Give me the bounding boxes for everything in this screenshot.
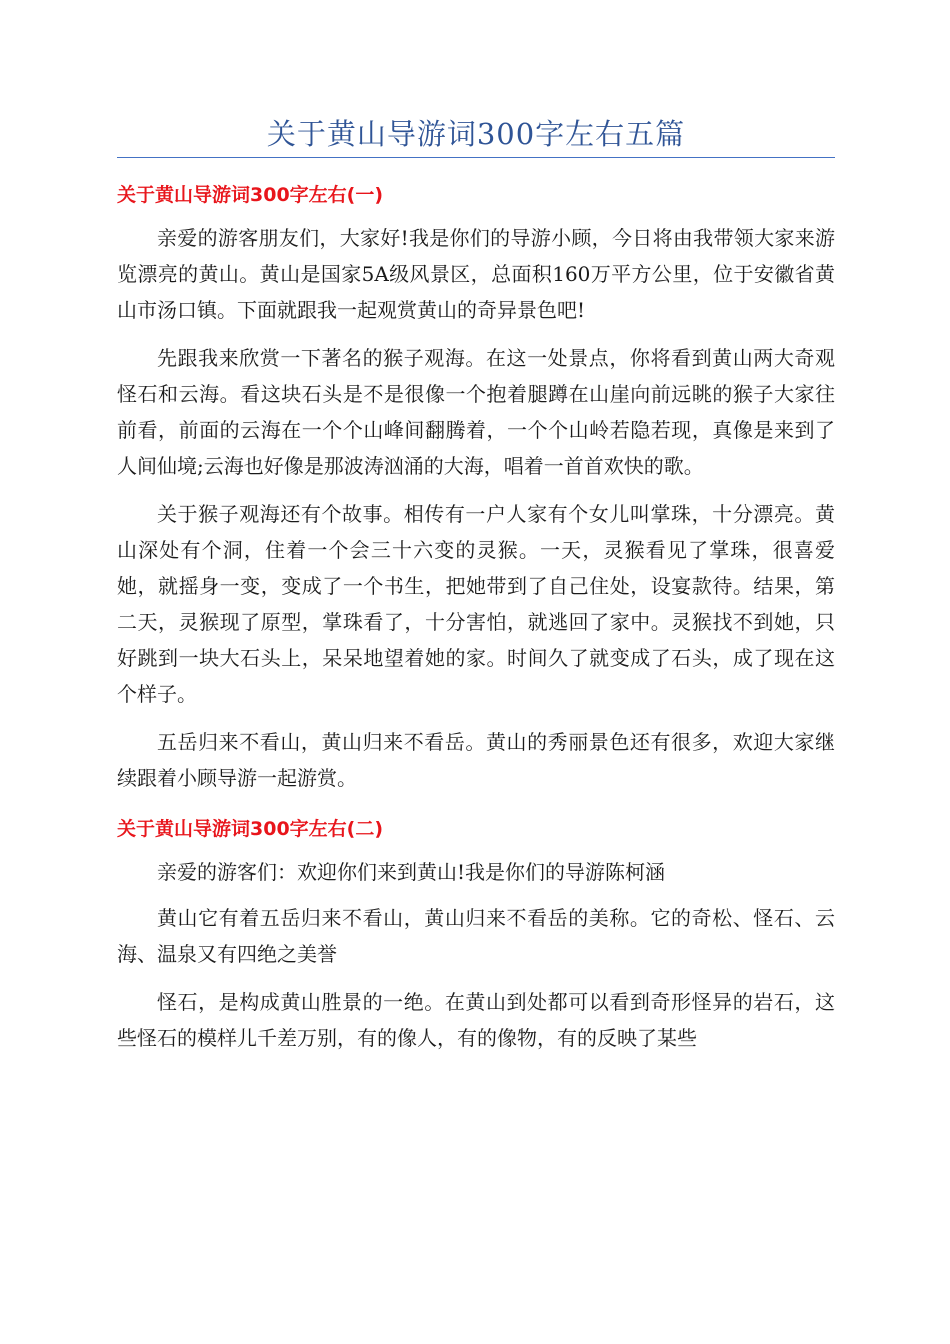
section-1-paragraph-3: 关于猴子观海还有个故事。相传有一户人家有个女儿叫掌珠，十分漂亮。黄山深处有个洞，住着一个会三十六变的灵猴。一天，灵猴看见了掌珠，很喜爱她，就摇身一变，变成了一个书生，把她带到了自己住处，设宴款待。结果，第二天，灵猴现了原型，掌珠看了，十分害怕，就逃回了家中。灵猴找不到她，只好跳到一块大石头上，呆呆地望着她的家。时间久了就变成了石头，成了现在这个样子。 bbox=[117, 502, 835, 706]
document-page bbox=[117, 112, 835, 1056]
section-1-paragraph-4: 五岳归来不看山，黄山归来不看岳。黄山的秀丽景色还有很多，欢迎大家继续跟着小顾导游一起游赏。 bbox=[117, 730, 835, 790]
section-heading-2: 关于黄山导游词300字左右(二) bbox=[117, 818, 384, 840]
section-heading-1: 关于黄山导游词300字左右(一) bbox=[117, 184, 384, 206]
section-2-paragraph-3: 怪石，是构成黄山胜景的一绝。在黄山到处都可以看到奇形怪异的岩石，这些怪石的模样儿千差万别，有的像人，有的像物，有的反映了某些 bbox=[117, 990, 835, 1050]
document-title: 关于黄山导游词300字左右五篇 bbox=[266, 117, 686, 151]
section-2-paragraph-2: 黄山它有着五岳归来不看山，黄山归来不看岳的美称。它的奇松、怪石、云海、温泉又有四绝之美誉 bbox=[117, 906, 835, 966]
section-1-paragraph-1: 亲爱的游客朋友们，大家好!我是你们的导游小顾，今日将由我带领大家来游览漂亮的黄山。黄山是国家5A级风景区，总面积160万平方公里，位于安徽省黄山市汤口镇。下面就跟我一起观赏黄山的奇异景色吧! bbox=[117, 226, 835, 322]
title-underline bbox=[117, 157, 835, 158]
section-1-paragraph-2: 先跟我来欣赏一下著名的猴子观海。在这一处景点，你将看到黄山两大奇观怪石和云海。看这块石头是不是很像一个抱着腿蹲在山崖向前远眺的猴子大家往前看，前面的云海在一个个山峰间翻腾着，一个个山岭若隐若现，真像是来到了人间仙境;云海也好像是那波涛汹涌的大海，唱着一首首欢快的歌。 bbox=[117, 346, 835, 478]
section-2-paragraph-1: 亲爱的游客们：欢迎你们来到黄山!我是你们的导游陈柯涵 bbox=[157, 860, 666, 884]
